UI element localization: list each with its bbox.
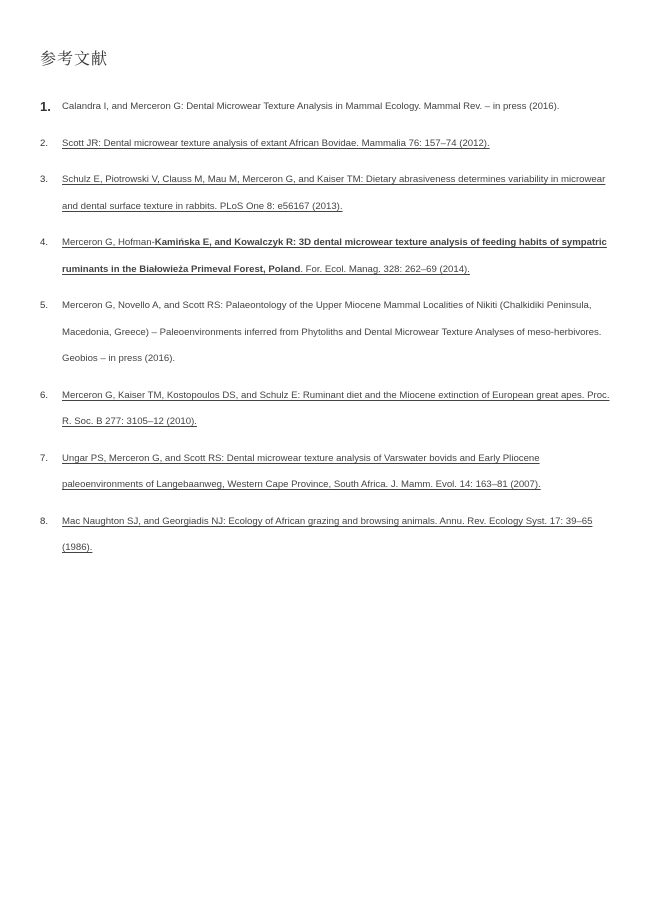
reference-item [40, 131, 620, 158]
reference-number: 5. [40, 300, 49, 311]
reference-item [40, 446, 620, 499]
reference-link-text[interactable]: . For. Ecol. Manag. 328: 262–69 (2014). [300, 263, 470, 275]
reference-number: 8. [40, 515, 49, 527]
reference-item [40, 293, 620, 373]
reference-link-text[interactable]: Merceron G, Kaiser TM, Kostopoulos DS, and Schulz E: Ruminant diet and the Miocene extinction of European great apes. Proc. R. Soc. B 277: 3105–12 (2010). [62, 389, 610, 427]
reference-number: 3. [40, 174, 49, 185]
reference-item [40, 94, 620, 121]
reference-number: 6. [40, 389, 49, 401]
reference-number: 4. [40, 237, 49, 248]
reference-number: 7. [40, 452, 49, 464]
page-heading: 参考文献 [40, 49, 109, 68]
reference-link-text[interactable]: Mac Naughton SJ, and Georgiadis NJ: Ecology of African grazing and browsing animals. Annu. Rev. Ecology Syst. 17: 39–65 (1986). [62, 515, 593, 553]
reference-link-text[interactable]: Merceron G, Hofman- [62, 237, 155, 248]
reference-item [40, 230, 620, 283]
reference-number: 2. [40, 137, 49, 149]
reference-link-text[interactable]: Schulz E, Piotrowski V, Clauss M, Mau M, Merceron G, and Kaiser TM: Dietary abrasiveness determines variability in microwear and dental surface texture in rabbits. PLoS One 8: e56167 (2013). [62, 174, 606, 212]
reference-text: Merceron G, Novello A, and Scott RS: Palaeontology of the Upper Miocene Mammal Localities of Nikiti (Chalkidiki Peninsula, Macedonia, Greece) – Paleoenvironments inferred from Phytoliths and Dental Microwear Texture Analyses of meso-herbivores. Geobios – in press (2016). [62, 300, 602, 364]
reference-link-text[interactable]: Ungar PS, Merceron G, and Scott RS: Dental microwear texture analysis of Varswater bovids and Early Pliocene paleoenvironments of Langebaanweg, Western Cape Province, South Africa. J. Mamm. Evol. 14: 163–81 (2007). [62, 452, 541, 490]
reference-list [40, 94, 620, 572]
reference-item [40, 509, 620, 562]
reference-link-text[interactable]: Kamińska E, and Kowalczyk R: 3D dental microwear texture analysis of feeding habits of sympatric ruminants in the Białowieża Primeval Forest, Poland [62, 237, 607, 275]
reference-link-text[interactable]: Scott JR: Dental microwear texture analysis of extant African Bovidae. Mammalia 76: 157–74 (2012). [62, 137, 490, 149]
reference-item [40, 167, 620, 220]
reference-text: Calandra I, and Merceron G: Dental Microwear Texture Analysis in Mammal Ecology. Mammal Rev. – in press (2016). [62, 101, 560, 112]
reference-item [40, 383, 620, 436]
reference-number: 1. [40, 99, 51, 114]
